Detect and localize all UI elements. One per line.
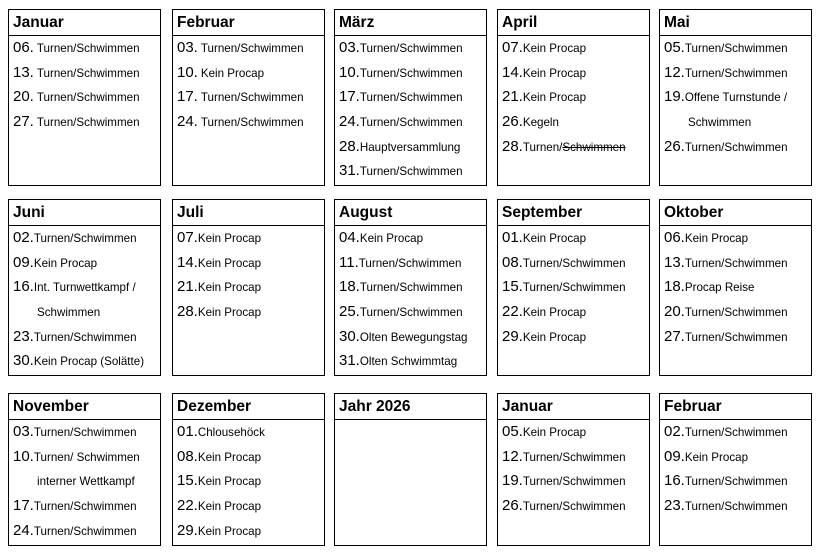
event-day: 24.: [13, 521, 34, 539]
event-item: [13, 519, 160, 544]
event-day: 26.: [664, 137, 685, 155]
event-day: 26.: [502, 497, 523, 515]
event-text: Turnen/Schwimmen: [684, 330, 788, 344]
event-day: 29.: [177, 521, 198, 539]
event-item: [177, 36, 324, 61]
event-day: 06.: [664, 229, 685, 246]
event-day: 24.: [177, 113, 198, 131]
event-text: Turnen/Schwimmen: [33, 524, 137, 538]
event-item: [664, 445, 811, 470]
event-day: 03.: [177, 39, 198, 56]
event-text: Turnen/Schwimmen: [358, 256, 462, 270]
month-title: Oktober: [660, 200, 811, 226]
event-day: 13.: [664, 253, 685, 271]
month-title: Februar: [660, 394, 811, 420]
event-text: Turnen/Schwimmen: [200, 116, 304, 130]
event-day: 17.: [177, 88, 198, 106]
month-card: [659, 199, 812, 376]
event-item: [177, 469, 324, 494]
event-text: Turnen/Schwimmen: [522, 500, 626, 514]
month-title: Januar: [498, 394, 649, 420]
event-item: [177, 110, 324, 135]
event-text: Schwimmen: [37, 306, 101, 320]
event-list: [660, 420, 811, 519]
event-item: [502, 420, 649, 445]
event-text: Offene Turnstunde /: [684, 91, 788, 105]
month-card: [497, 199, 650, 376]
month-card: [659, 393, 812, 546]
event-text: Turnen/Schwimmen: [522, 475, 626, 489]
month-card: [659, 9, 812, 186]
event-day: 28.: [339, 137, 360, 155]
event-item: [339, 275, 486, 300]
month-title: Juli: [173, 200, 324, 226]
event-item: [664, 300, 811, 325]
event-item: [339, 36, 486, 61]
event-text: Kein Procap: [522, 232, 587, 245]
event-list: [173, 420, 324, 543]
event-day: 28.: [502, 137, 523, 155]
event-item: [13, 325, 160, 350]
event-text: Int. Turnwettkampf /: [33, 281, 136, 295]
event-item: [664, 36, 811, 61]
event-item: [502, 445, 649, 470]
event-day: 05.: [502, 423, 523, 440]
event-item: [664, 110, 811, 135]
event-item: [13, 61, 160, 86]
event-day: 09.: [13, 253, 34, 271]
event-list: [173, 226, 324, 325]
event-item: [502, 275, 649, 300]
event-item: [13, 226, 160, 251]
event-day: 16.: [664, 472, 685, 490]
event-text: Turnen/Schwimmen: [359, 116, 463, 130]
month-card: [8, 393, 161, 546]
event-day: 29.: [502, 327, 523, 345]
event-day: 21.: [177, 278, 198, 296]
event-text: Turnen/Schwimmen: [684, 475, 788, 489]
event-day: 23.: [13, 327, 34, 345]
event-text: Kein Procap: [522, 426, 587, 439]
event-item: [177, 519, 324, 544]
event-item: [177, 445, 324, 470]
event-text: Turnen/Schwimmen: [33, 500, 137, 514]
event-item: [502, 85, 649, 110]
event-day: 07.: [502, 39, 523, 56]
event-list: [660, 226, 811, 349]
event-text: Turnen/Schwimmen: [359, 91, 463, 105]
event-list: [335, 36, 486, 184]
month-title: Jahr 2026: [335, 394, 486, 420]
event-list: [660, 36, 811, 159]
event-item: [339, 251, 486, 276]
event-list: [9, 226, 160, 374]
event-day: 19.: [502, 472, 523, 490]
event-text: Kein Procap: [522, 306, 587, 320]
event-text: Kein Procap: [197, 475, 262, 489]
event-text: Kein Procap: [522, 91, 587, 105]
event-item: [664, 85, 811, 110]
event-text: Turnen/Schwimmen: [36, 42, 140, 55]
event-item: [502, 325, 649, 350]
event-item: [13, 420, 160, 445]
event-day: 26.: [502, 113, 523, 131]
event-text: Turnen/Schwimmen: [522, 256, 626, 270]
event-day: 28.: [177, 303, 198, 321]
event-text: Turnen/Schwimmen: [33, 330, 137, 344]
event-item: [339, 135, 486, 160]
event-item: [177, 251, 324, 276]
event-item: [502, 36, 649, 61]
event-item: [502, 61, 649, 86]
event-text: Kein Procap: [522, 42, 587, 55]
event-text: Turnen/: [522, 140, 563, 154]
event-item: [502, 251, 649, 276]
event-day: 14.: [502, 63, 523, 81]
event-item: [664, 226, 811, 251]
event-text: Turnen/Schwimmen: [522, 281, 626, 295]
event-item: [13, 445, 160, 470]
event-text: Turnen/Schwimmen: [684, 500, 788, 514]
event-item: [13, 36, 160, 61]
event-item: [664, 275, 811, 300]
event-item: [13, 349, 160, 374]
month-title: November: [9, 394, 160, 420]
event-day: 06.: [13, 39, 34, 56]
event-day: 19.: [664, 88, 685, 106]
event-text: Turnen/Schwimmen: [359, 306, 463, 320]
event-day: 20.: [664, 303, 685, 321]
event-item: [664, 494, 811, 519]
event-text: Kein Procap: [200, 66, 265, 80]
event-item: [664, 135, 811, 160]
month-title: Januar: [9, 10, 160, 36]
event-day: 02.: [664, 423, 685, 440]
event-day: 02.: [13, 229, 34, 246]
event-item: [339, 349, 486, 374]
event-day: 07.: [177, 229, 198, 246]
event-item: [339, 159, 486, 184]
event-text: Turnen/Schwimmen: [359, 42, 463, 55]
month-card: [497, 9, 650, 186]
month-card: [8, 9, 161, 186]
event-day: 27.: [13, 113, 34, 131]
event-item: [502, 300, 649, 325]
event-day: 30.: [339, 327, 360, 345]
event-day: 10.: [13, 447, 34, 465]
event-text: Turnen/Schwimmen: [684, 256, 788, 270]
event-day: 30.: [13, 352, 34, 370]
event-text: Procap Reise: [684, 281, 755, 295]
event-day: 25.: [339, 303, 360, 321]
event-day: 18.: [664, 278, 685, 296]
event-day: 27.: [664, 327, 685, 345]
event-day: 01.: [502, 229, 523, 246]
event-day: 05.: [664, 39, 685, 56]
event-day: 15.: [502, 278, 523, 296]
event-text: Kein Procap: [197, 450, 262, 464]
event-item: [177, 226, 324, 251]
event-day: 14.: [177, 253, 198, 271]
event-item: [502, 494, 649, 519]
event-text: Kein Procap: [33, 256, 98, 270]
month-card: [172, 9, 325, 186]
month-card: [334, 199, 487, 376]
event-text: Kein Procap: [197, 524, 262, 538]
event-item: [664, 420, 811, 445]
event-day: 11.: [339, 253, 359, 271]
event-day: 10.: [177, 63, 198, 81]
event-text: Hauptversammlung: [359, 140, 461, 154]
event-item: [13, 275, 160, 300]
event-item: [177, 420, 324, 445]
event-text: Kein Procap: [197, 306, 262, 320]
month-title: Mai: [660, 10, 811, 36]
month-title: Juni: [9, 200, 160, 226]
event-text: Turnen/Schwimmen: [359, 281, 463, 295]
event-item: [177, 61, 324, 86]
event-text: Turnen/Schwimmen: [33, 426, 137, 439]
event-item: [339, 61, 486, 86]
event-list: [498, 36, 649, 159]
event-text: Turnen/Schwimmen: [36, 66, 140, 80]
event-list: [9, 36, 160, 135]
event-day: 08.: [177, 447, 198, 465]
event-item: [177, 275, 324, 300]
event-day: 12.: [664, 63, 685, 81]
event-list: [498, 420, 649, 519]
event-day: 12.: [502, 447, 523, 465]
event-text: Kein Procap: [197, 281, 262, 295]
month-title: September: [498, 200, 649, 226]
event-list: [173, 36, 324, 135]
event-day: 24.: [339, 113, 360, 131]
event-text: Kein Procap: [522, 66, 587, 80]
event-day: 13.: [13, 63, 34, 81]
event-day: 04.: [339, 229, 360, 246]
event-day: 16.: [13, 278, 34, 296]
event-day: 09.: [664, 447, 685, 465]
month-card: [172, 393, 325, 546]
event-day: 31.: [339, 352, 360, 370]
event-day: 31.: [339, 162, 360, 180]
event-item: [13, 469, 160, 494]
event-item: [13, 300, 160, 325]
event-text: Chlousehöck: [197, 426, 265, 439]
month-card: [172, 199, 325, 376]
event-text: Turnen/Schwimmen: [684, 306, 788, 320]
event-day: 15.: [177, 472, 198, 490]
event-day: 18.: [339, 278, 360, 296]
event-list: [9, 420, 160, 543]
event-text: Turnen/Schwimmen: [684, 140, 788, 154]
event-day: 08.: [502, 253, 523, 271]
event-text: Kein Procap: [684, 232, 749, 245]
month-title: Dezember: [173, 394, 324, 420]
event-item: [339, 226, 486, 251]
event-item: [664, 469, 811, 494]
event-day: 03.: [13, 423, 34, 440]
event-text: Kein Procap (Solätte): [33, 355, 145, 369]
event-day: 10.: [339, 63, 360, 81]
event-item: [339, 85, 486, 110]
event-item: [502, 226, 649, 251]
month-card: [334, 9, 487, 186]
event-day: 23.: [664, 497, 685, 515]
month-title: Februar: [173, 10, 324, 36]
event-text: Kein Procap: [359, 232, 424, 245]
month-card: [8, 199, 161, 376]
month-title: August: [335, 200, 486, 226]
event-text: Turnen/Schwimmen: [33, 232, 137, 245]
event-item: [13, 251, 160, 276]
event-list: [498, 226, 649, 349]
event-item: [664, 61, 811, 86]
event-text: Kein Procap: [522, 330, 587, 344]
event-item: [177, 494, 324, 519]
event-day: 01.: [177, 423, 198, 440]
event-day: 17.: [339, 88, 360, 106]
event-text: Olten Bewegungstag: [359, 330, 468, 344]
event-item: [177, 85, 324, 110]
month-card: [497, 393, 650, 546]
event-text: Turnen/Schwimmen: [684, 426, 788, 439]
event-text: Kein Procap: [197, 256, 262, 270]
event-day: 20.: [13, 88, 34, 106]
event-item: [339, 325, 486, 350]
event-text: Schwimmen: [688, 116, 752, 130]
event-day: 22.: [502, 303, 523, 321]
event-item: [502, 110, 649, 135]
month-card: [334, 393, 487, 546]
month-title: April: [498, 10, 649, 36]
event-text: Kegeln: [522, 116, 559, 130]
event-item: [502, 469, 649, 494]
event-text: Turnen/Schwimmen: [684, 42, 788, 55]
event-text: Turnen/Schwimmen: [36, 116, 140, 130]
event-text: Turnen/Schwimmen: [200, 42, 304, 55]
event-item: [339, 300, 486, 325]
event-list: [335, 226, 486, 374]
event-text: Turnen/Schwimmen: [522, 450, 626, 464]
event-item: [13, 110, 160, 135]
event-day: 03.: [339, 39, 360, 56]
event-item: [664, 251, 811, 276]
event-text: Turnen/Schwimmen: [359, 66, 463, 80]
event-text: Turnen/Schwimmen: [684, 66, 788, 80]
event-item: [339, 110, 486, 135]
event-text: Turnen/Schwimmen: [359, 165, 463, 179]
event-text: Kein Procap: [197, 500, 262, 514]
event-day: 21.: [502, 88, 523, 106]
event-day: 22.: [177, 497, 198, 515]
event-item: [177, 300, 324, 325]
month-title: März: [335, 10, 486, 36]
event-item: [664, 325, 811, 350]
event-text: Olten Schwimmtag: [359, 355, 458, 369]
event-text-struck: Schwimmen: [562, 140, 626, 154]
event-item: [13, 494, 160, 519]
event-text: Turnen/ Schwimmen: [33, 450, 140, 464]
event-item: [13, 85, 160, 110]
event-day: 17.: [13, 497, 34, 515]
event-item: [502, 135, 649, 160]
event-text: Kein Procap: [684, 450, 749, 464]
event-text: Turnen/Schwimmen: [36, 91, 140, 105]
event-text: interner Wettkampf: [37, 475, 135, 489]
event-text: Kein Procap: [197, 232, 262, 245]
event-text: Turnen/Schwimmen: [200, 91, 304, 105]
